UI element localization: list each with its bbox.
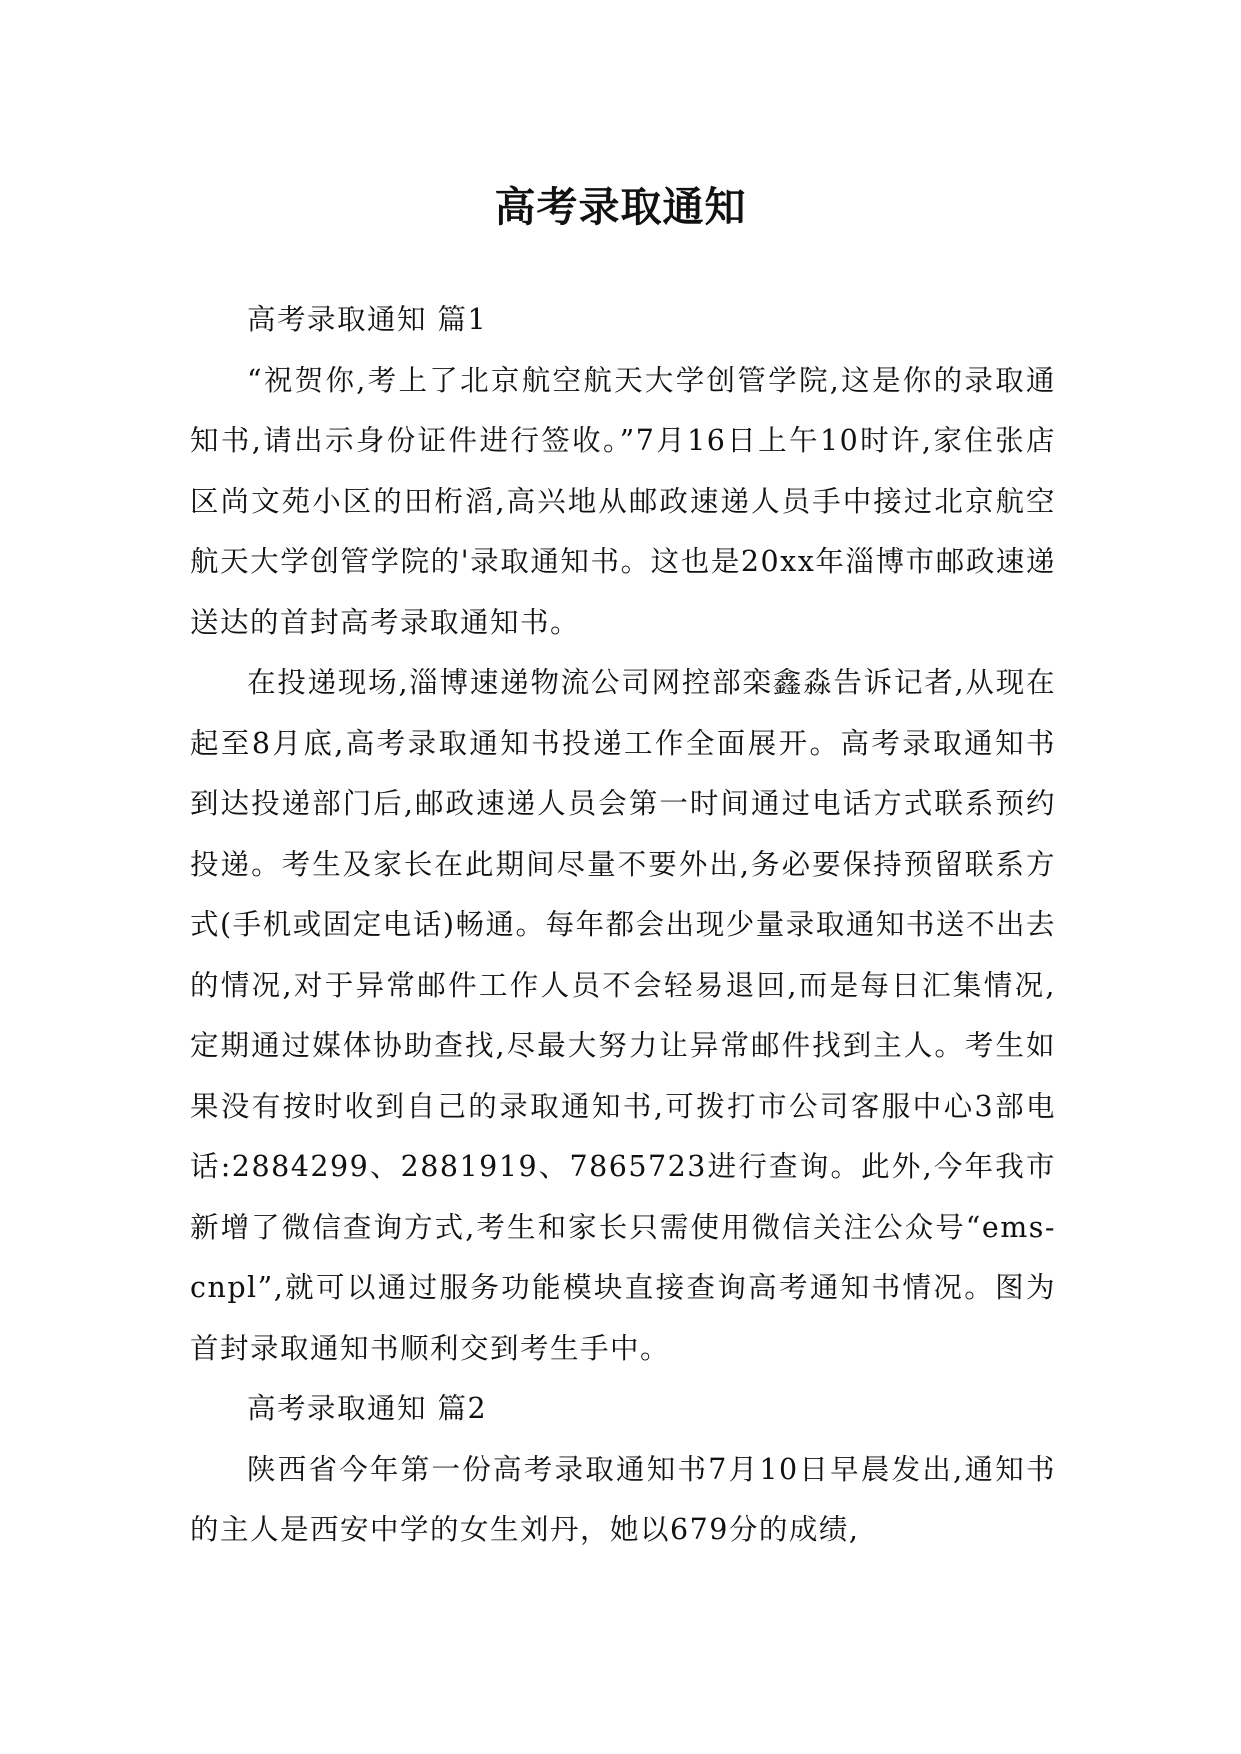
- document-title: 高考录取通知: [494, 183, 747, 232]
- section-heading-1: 高考录取通知 篇1: [247, 303, 488, 336]
- paragraph-1: “祝贺你,考上了北京航空航天大学创管学院,这是你的录取通知书,请出示身份证件进行签收。”7月16日上午10时许,家住张店区尚文苑小区的田桁滔,高兴地从邮政速递人员手中接过北京航空航天大学创管学院的'录取通知书。这也是20xx年淄博市邮政速递送达的首封高考录取通知书。: [190, 363, 1056, 639]
- document-body: [190, 290, 1056, 1561]
- paragraph-3: 陕西省今年第一份高考录取通知书7月10日早晨发出,通知书的主人是西安中学的女生刘丹，她以679分的成绩,: [190, 1452, 1056, 1546]
- section-heading-2: 高考录取通知 篇2: [247, 1392, 488, 1425]
- paragraph-2: 在投递现场,淄博速递物流公司网控部栾鑫淼告诉记者,从现在起至8月底,高考录取通知书投递工作全面展开。高考录取通知书到达投递部门后,邮政速递人员会第一时间通过电话方式联系预约投递。考生及家长在此期间尽量不要外出,务必要保持预留联系方式(手机或固定电话)畅通。每年都会出现少量录取通知书送不出去的情况,对于异常邮件工作人员不会轻易退回,而是每日汇集情况,定期通过媒体协助查找,尽最大努力让异常邮件找到主人。考生如果没有按时收到自己的录取通知书,可拨打市公司客服中心3部电话:2884299、2881919、7865723进行查询。此外,今年我市新增了微信查询方式,考生和家长只需使用微信关注公众号“ems-cnpl”,就可以通过服务功能模块直接查询高考通知书情况。图为首封录取通知书顺利交到考生手中。: [190, 666, 1056, 1365]
